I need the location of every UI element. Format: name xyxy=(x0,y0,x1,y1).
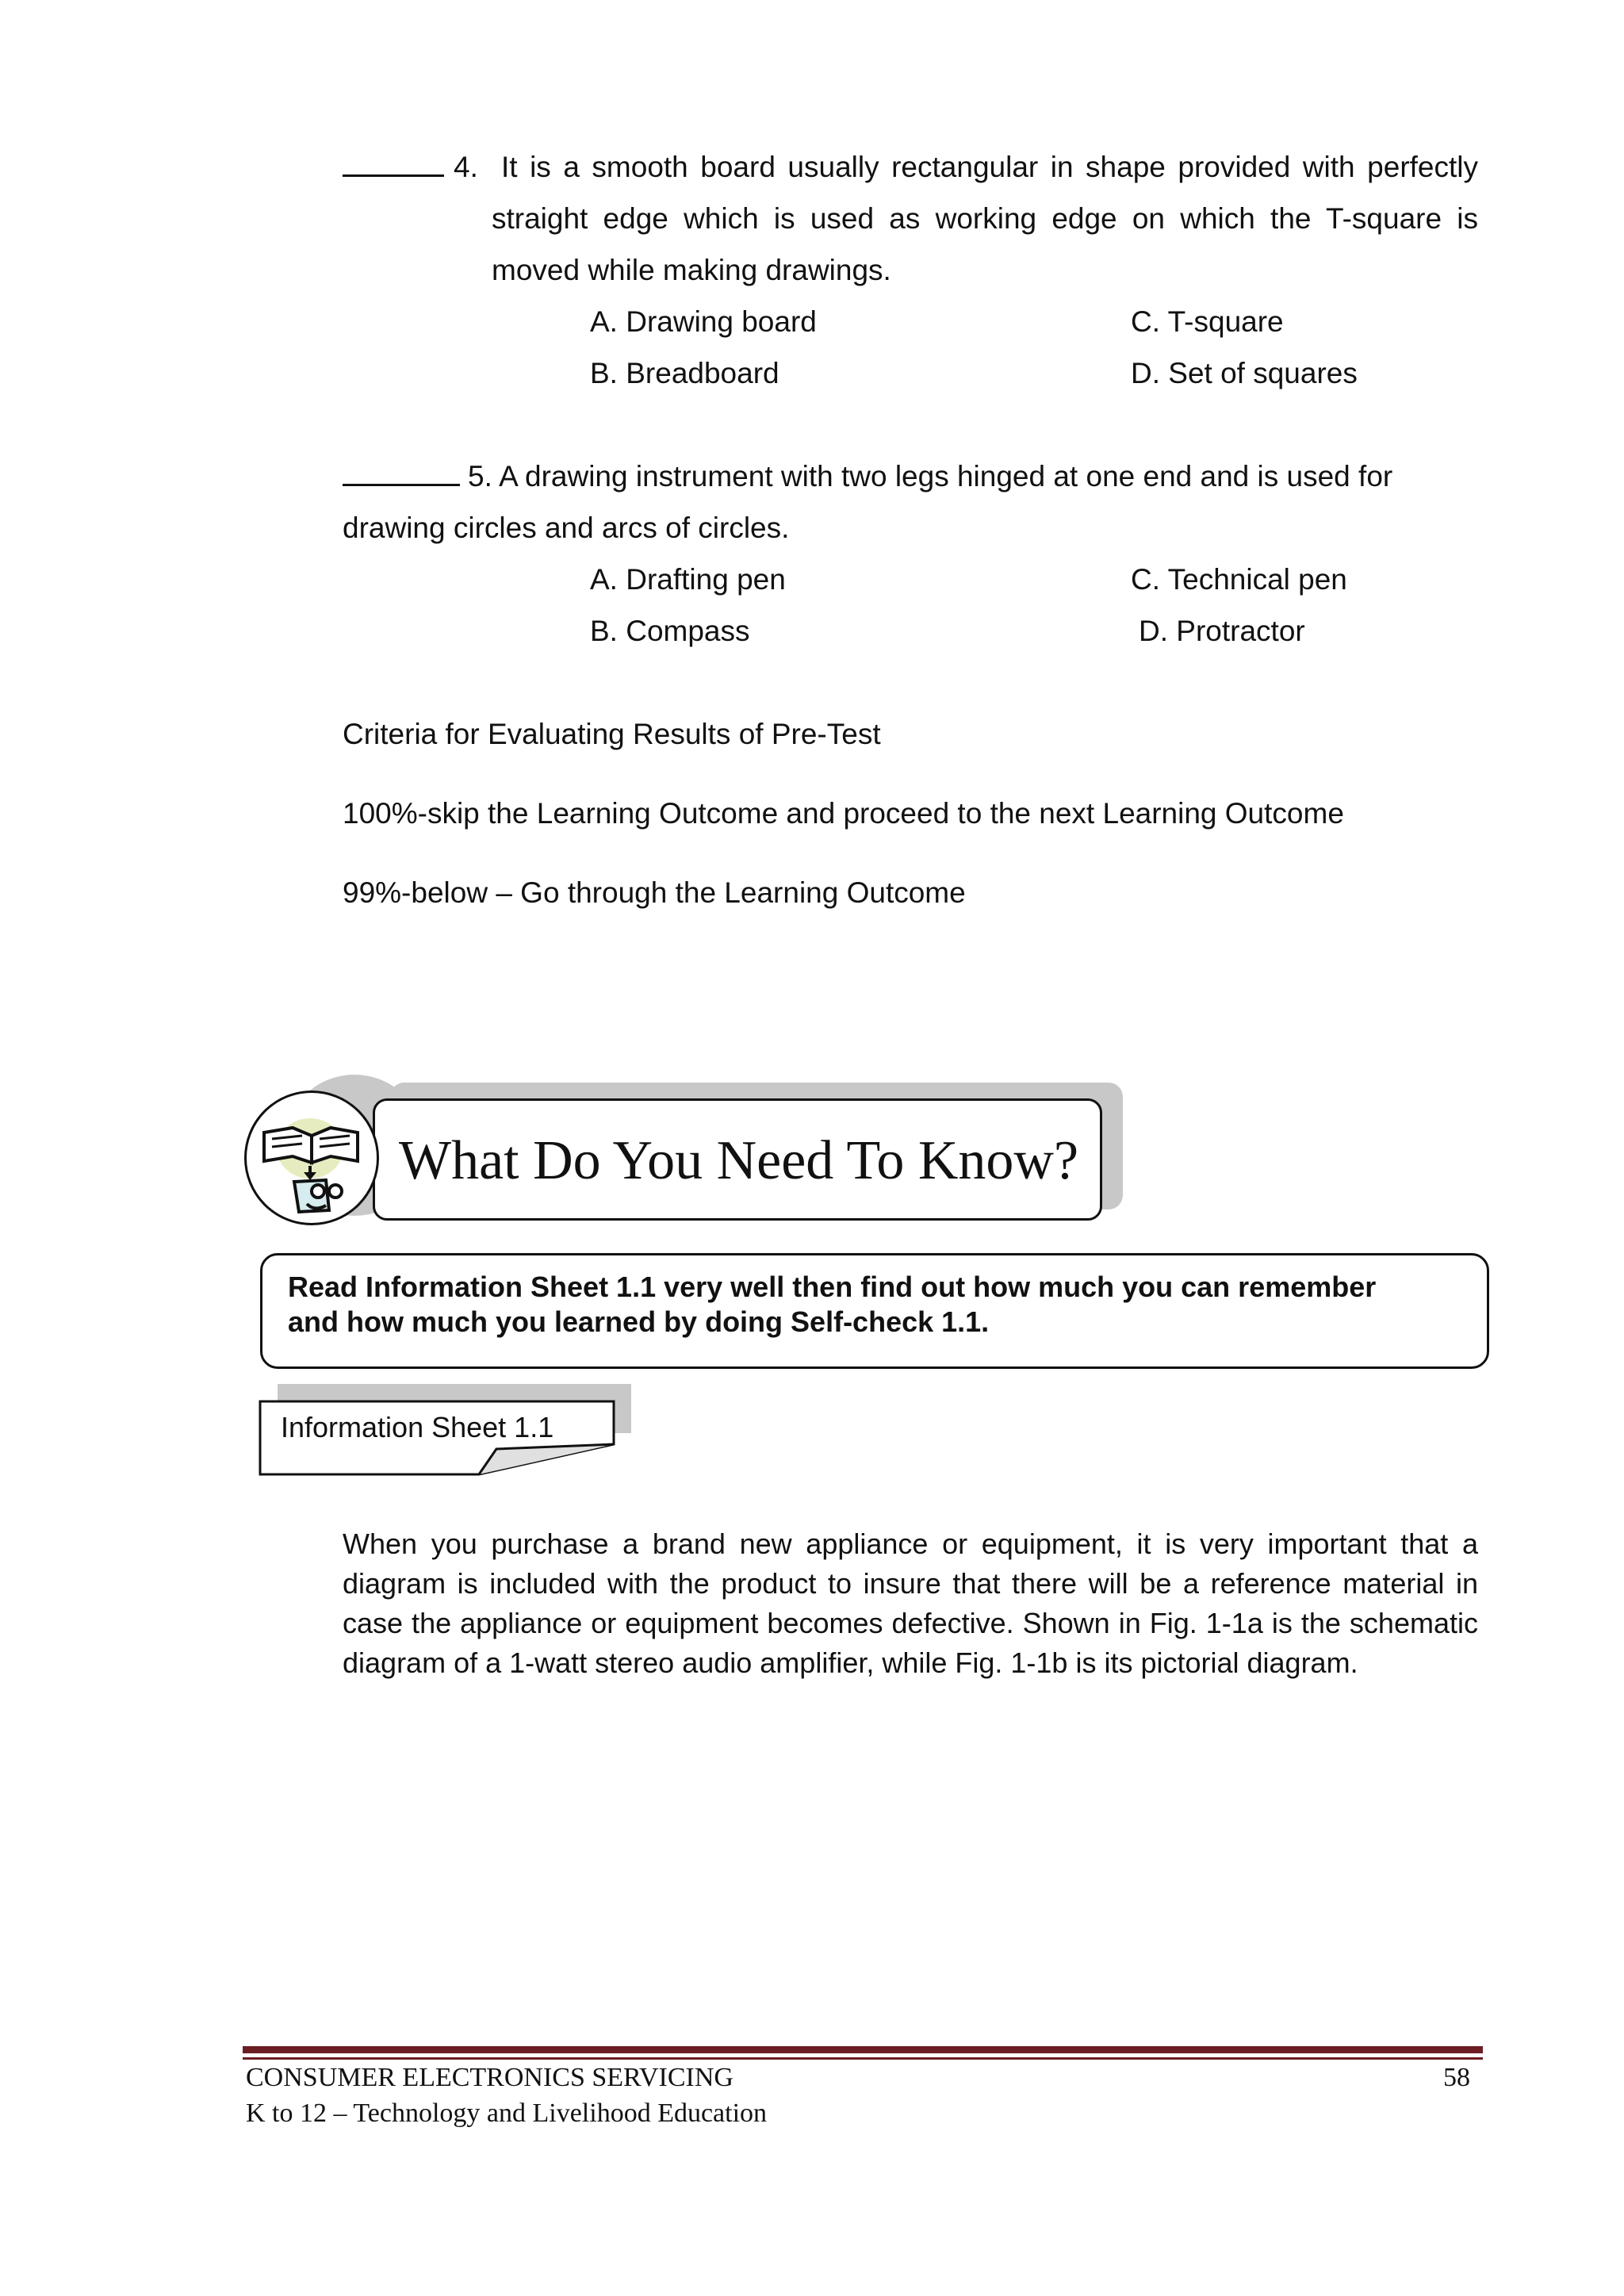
info-sheet-label: Information Sheet 1.1 xyxy=(281,1411,554,1443)
question-5-option-a[interactable]: A. Drafting pen xyxy=(590,563,786,596)
question-4-option-d[interactable]: D. Set of squares xyxy=(1131,357,1358,389)
question-4-option-b[interactable]: B. Breadboard xyxy=(590,357,779,389)
banner-title: What Do You Need To Know? xyxy=(399,1130,1079,1191)
footer-rule xyxy=(243,2046,1483,2060)
instruction-line-2: and how much you learned by doing Self-check 1.1. xyxy=(288,1305,990,1338)
footer-rule-thin xyxy=(243,2057,1483,2060)
section-banner xyxy=(238,1063,1134,1253)
instruction-box xyxy=(260,1253,1489,1369)
question-4-line-1: 4. It is a smooth board usually rectangular in shape provided with perfectly xyxy=(343,141,1478,193)
info-sheet-tab xyxy=(259,1384,636,1476)
question-4-number: 4. xyxy=(454,151,478,183)
question-4 xyxy=(343,141,1478,296)
question-4-line-2: straight edge which is used as working edge on which the T-square is xyxy=(492,202,1478,235)
question-4-option-c[interactable]: C. T-square xyxy=(1131,305,1284,338)
body-paragraph: When you purchase a brand new appliance or equipment, it is very important that a diagram is included with the product to insure that there will be a reference material in case the appliance or equipment becomes defective. Shown in Fig. 1-1a is the schematic diagram of a 1-watt stereo audio amplifier, while Fig. 1-1b is its pictorial diagram. xyxy=(343,1527,1478,1679)
question-5-option-c[interactable]: C. Technical pen xyxy=(1131,563,1347,596)
page-number: 58 xyxy=(1443,2063,1470,2092)
book-reader-icon xyxy=(244,1091,379,1225)
question-5-option-d[interactable]: D. Protractor xyxy=(1139,615,1305,647)
criteria-heading: Criteria for Evaluating Results of Pre-Test xyxy=(343,718,881,750)
footer-title: CONSUMER ELECTRONICS SERVICING xyxy=(246,2063,733,2092)
question-4-option-a[interactable]: A. Drawing board xyxy=(590,305,817,338)
title-box xyxy=(373,1098,1102,1221)
question-5-option-b[interactable]: B. Compass xyxy=(590,615,750,647)
footer-subtitle: K to 12 – Technology and Livelihood Education xyxy=(246,2099,768,2128)
criteria-line-2: 99%-below – Go through the Learning Outcome xyxy=(343,876,966,909)
criteria-line-1: 100%-skip the Learning Outcome and proceed to the next Learning Outcome xyxy=(343,797,1344,830)
question-4-line-3: moved while making drawings. xyxy=(492,254,891,286)
instruction-line-1: Read Information Sheet 1.1 very well then find out how much you can remember xyxy=(288,1271,1377,1303)
book-reader-svg xyxy=(247,1093,377,1223)
question-5-line-1: 5. A drawing instrument with two legs hinged at one end and is used for xyxy=(343,450,1392,502)
footer-rule-thick xyxy=(243,2046,1483,2053)
answer-blank-4[interactable] xyxy=(343,151,444,177)
answer-blank-5[interactable] xyxy=(343,460,460,486)
question-5-line-2: drawing circles and arcs of circles. xyxy=(343,512,790,544)
